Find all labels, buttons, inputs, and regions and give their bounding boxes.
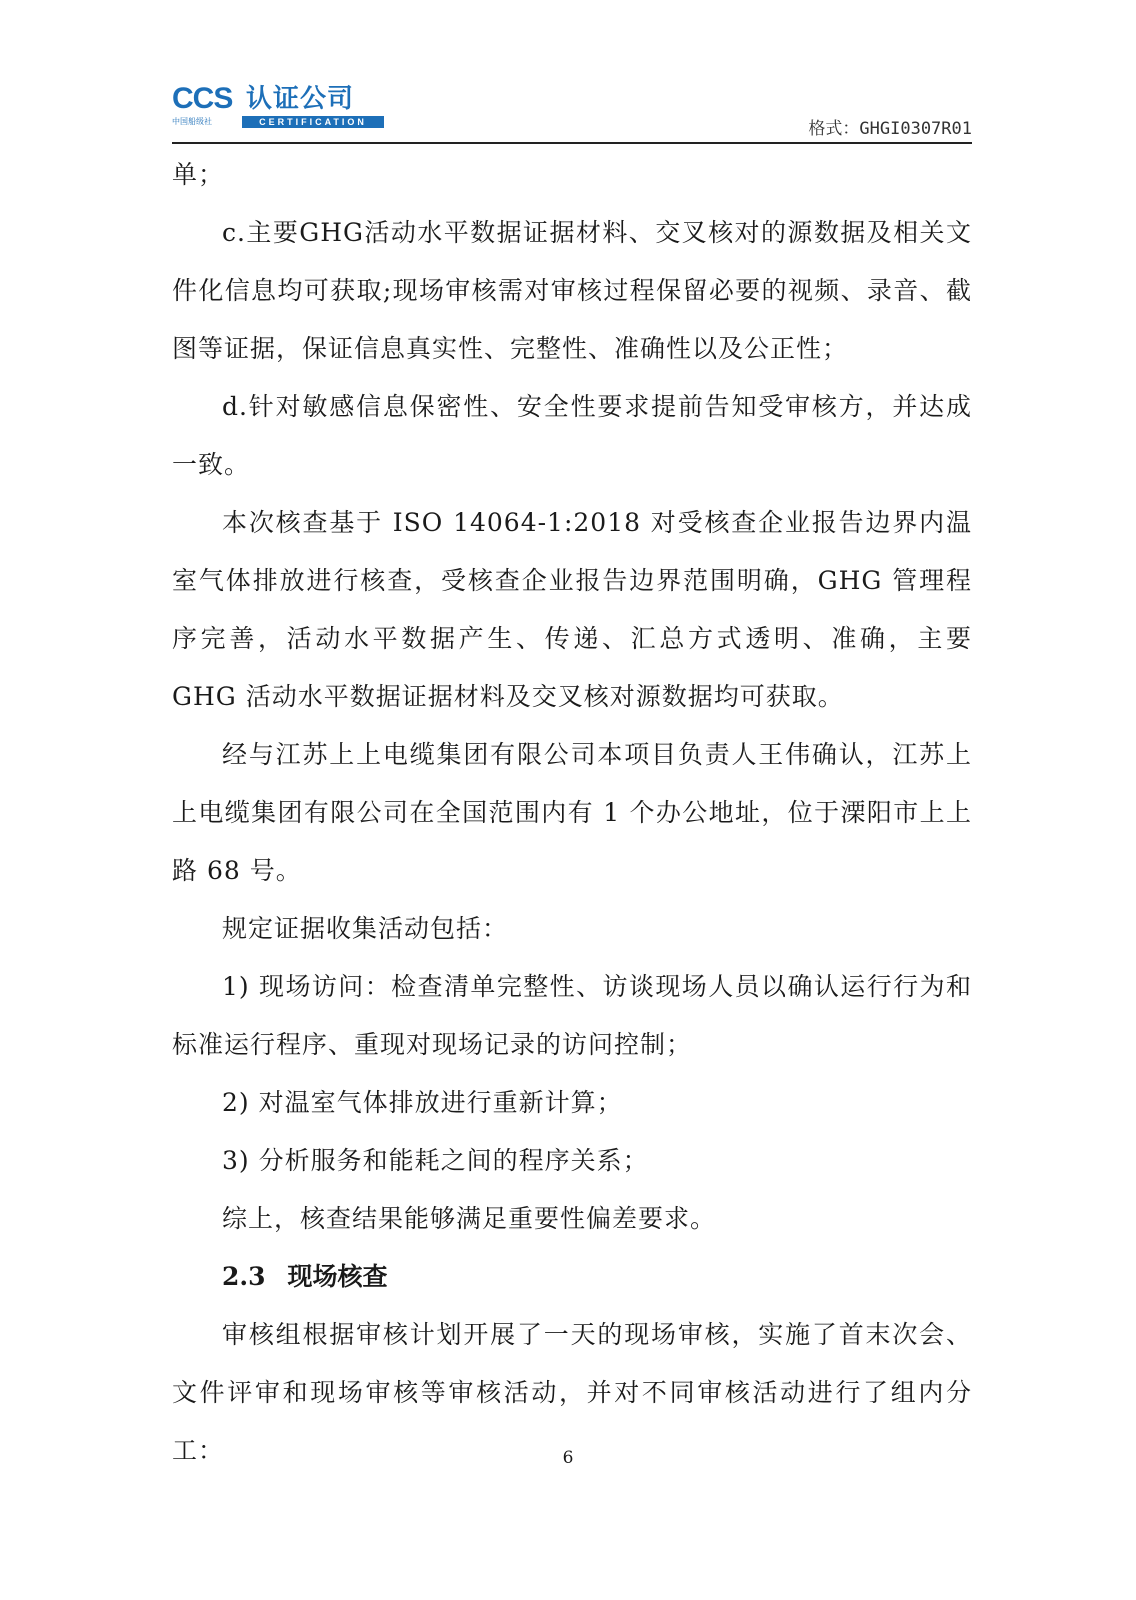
header-rule <box>172 142 972 144</box>
paragraph-item-c: c.主要GHG活动水平数据证据材料、交叉核对的源数据及相关文件化信息均可获取;现场审核需对审核过程保留必要的视频、录音、截图等证据，保证信息真实性、完整性、准确性以及公正性； <box>172 218 972 363</box>
page-header <box>172 84 972 142</box>
paragraph-evidence-2: 2) 对温室气体排放进行重新计算； <box>222 1088 623 1117</box>
paragraph-item-d: d.针对敏感信息保密性、安全性要求提前告知受审核方，并达成一致。 <box>172 392 972 479</box>
paragraph-confirmation: 经与江苏上上电缆集团有限公司本项目负责人王伟确认，江苏上上电缆集团有限公司在全国范围内有 1 个办公地址，位于溧阳市上上路 68 号。 <box>172 740 972 885</box>
page-number: 6 <box>562 1448 574 1468</box>
section-number: 2.3 <box>222 1262 266 1291</box>
paragraph-conclusion: 综上，核查结果能够满足重要性偏差要求。 <box>222 1204 717 1233</box>
format-code: 格式：GHGI0307R01 <box>808 119 972 139</box>
logo-certification-bar: CERTIFICATION <box>242 116 384 128</box>
logo-ccs-text: CCS <box>172 82 233 115</box>
paragraph-evidence-3: 3) 分析服务和能耗之间的程序关系； <box>222 1146 649 1175</box>
paragraph-evidence-intro: 规定证据收集活动包括： <box>222 914 509 943</box>
ccs-logo <box>172 84 387 130</box>
logo-sub-text: 中国船级社 <box>172 117 212 126</box>
paragraph-evidence-1: 1) 现场访问：检查清单完整性、访谈现场人员以确认运行行为和标准运行程序、重现对现场记录的访问控制； <box>172 972 972 1059</box>
section-title: 现场核查 <box>287 1262 388 1291</box>
section-heading <box>172 1248 972 1306</box>
page-body <box>172 146 972 1480</box>
logo-cn-text: 认证公司 <box>246 84 355 114</box>
paragraph-continuation: 单； <box>172 160 225 189</box>
paragraph-onsite: 审核组根据审核计划开展了一天的现场审核，实施了首末次会、文件评审和现场审核等审核活动，并对不同审核活动进行了组内分工： <box>172 1320 972 1465</box>
paragraph-basis: 本次核查基于 ISO 14064-1:2018 对受核查企业报告边界内温室气体排放进行核查，受核查企业报告边界范围明确，GHG 管理程序完善，活动水平数据产生、传递、汇总方式透明、准确，主要 GHG 活动水平数据证据材料及交叉核对源数据均可获取。 <box>172 508 972 711</box>
